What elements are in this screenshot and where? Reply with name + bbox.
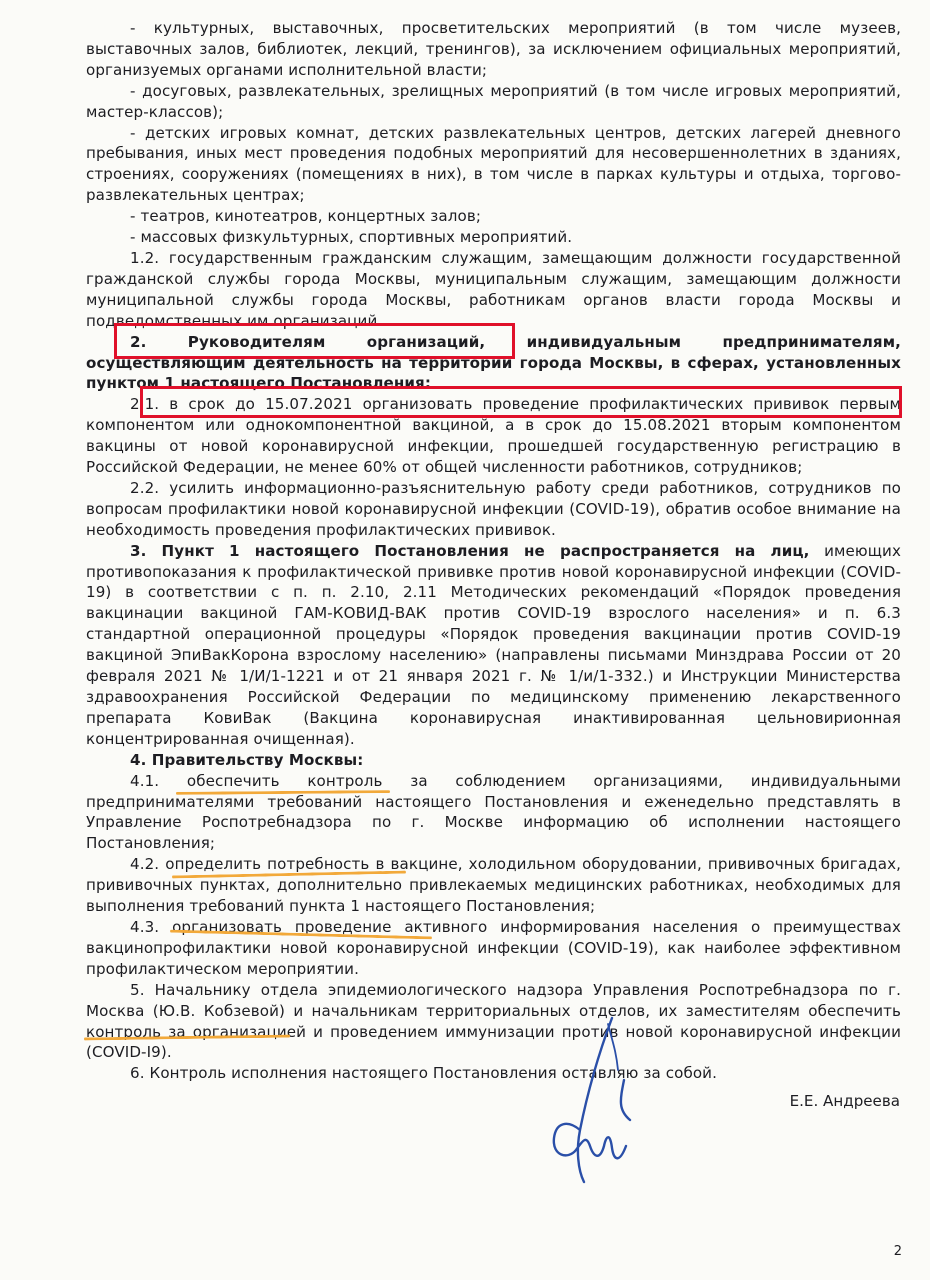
- highlight-box-2-1: [140, 386, 902, 418]
- signer-name: Е.Е. Андреева: [789, 1092, 900, 1110]
- section-2-heading: 2. Руководителям организаций, индивидуальным предпринимателям, осуществляющим деятельность на территории города Москвы, в сферах, установленных пунктом 1 настоящего Постановления:: [86, 332, 901, 393]
- paragraph-leisure-events: - досуговых, развлекательных, зрелищных мероприятий (в том числе игровых мероприятий, мастер-классов);: [86, 81, 901, 121]
- signature-image: [520, 1010, 650, 1190]
- paragraph-cultural-events: - культурных, выставочных, просветительских мероприятий (в том числе музеев, выставочных залов, библиотек, лекций, тренингов), за исключением официальных мероприятий, организуемых органами исполнительной власти;: [86, 19, 901, 79]
- paragraph-4-2: 4.2. определить потребность в вакцине, холодильном оборудовании, прививочных бригадах, прививочных пунктах, дополнительно привлекаемых медицинских работниках, необходимых для выполнения требований пункта 1 настоящего Постановления;: [86, 855, 901, 916]
- paragraph-3: [86, 541, 901, 750]
- paragraph-5: 5. Начальнику отдела эпидемиологического надзора Управления Роспотребнадзора по г. Москва (Ю.В. Кобзевой) и начальникам территориальных отделов, их заместителям обеспечить контроль за организацией и проведением иммунизации против новой коронавирусной инфекции (COVID-I9).: [86, 980, 901, 1062]
- document-body: [86, 18, 901, 1084]
- paragraph-2-1: 2.1. в срок до 15.07.2021 организовать проведение профилактических прививок первым компонентом или однокомпонентной вакциной, а в срок до 15.08.2021 вторым компонентом вакцины от новой коронавирусной инфекции, прошедшей государственную регистрацию в Российской Федерации, не менее 60% от общей численности работников, сотрудников;: [86, 395, 901, 477]
- paragraph-sports-events: - массовых физкультурных, спортивных мероприятий.: [130, 228, 573, 247]
- paragraph-3-bold: 3. Пункт 1 настоящего Постановления не распространяется на лиц,: [130, 541, 810, 560]
- paragraph-3-rest: имеющих противопоказания к профилактической прививке против новой коронавирусной инфекции (COVID-19) в соответствии с п. п. 2.10, 2.11 Методических рекомендаций «Порядок проведения вакцинации вакциной ГАМ-КОВИД-ВАК против COVID-19 взрослого населения» и п. 6.3 стандартной операционной процедуры «Порядок проведения вакцинации против COVID-19 вакциной ЭпиВакКорона взрослому населению» (направлены письмами Минздрава России от 20 февраля 2021 № 1/И/1-1221 и от 21 января 2021 г. № 1/и/1-332.) и Инструкции Министерства здравоохранения Российской Федерации по медицинскому применению лекарственного препарата КовиВак (Вакцина коронавирусная инактивированная цельновирионная концентрированная очищенная).: [86, 541, 901, 748]
- highlight-box-section-2: [114, 323, 515, 359]
- page-number: 2: [893, 1244, 902, 1259]
- paragraph-4-1: 4.1. обеспечить контроль за соблюдением организациями, индивидуальными предпринимателями требований настоящего Постановления и еженедельно представлять в Управление Роспотребнадзора по г. Москве информацию об исполнении настоящего Постановления;: [86, 771, 901, 853]
- section-4-heading: 4. Правительству Москвы:: [130, 750, 364, 769]
- paragraph-4-3: 4.3. организовать проведение активного информирования населения о преимуществах вакцинопрофилактики новой коронавирусной инфекции (COVID-19), как наиболее эффективном профилактическом мероприятии.: [86, 917, 901, 978]
- paragraph-6: 6. Контроль исполнения настоящего Постановления оставляю за собой.: [130, 1064, 717, 1083]
- paragraph-2-2: 2.2. усилить информационно-разъяснительную работу среди работников, сотрудников по вопросам профилактики новой коронавирусной инфекции (COVID-19), обратив особое внимание на необходимость проведения профилактических прививок.: [86, 478, 901, 539]
- paragraph-children-rooms: - детских игровых комнат, детских развлекательных центров, детских лагерей дневного пребывания, иных мест проведения подобных мероприятий для несовершеннолетних в зданиях, строениях, сооружениях (помещениях в них), в том числе в парках культуры и отдыха, торгово-развлекательных центрах;: [86, 123, 901, 205]
- paragraph-1-2: 1.2. государственным гражданским служащим, замещающим должности государственной гражданской службы города Москвы, муниципальным служащим, замещающим должности муниципальной службы города Москвы, работникам органов власти города Москвы и подведомственных им организаций.: [86, 248, 901, 330]
- paragraph-theaters: - театров, кинотеатров, концертных залов;: [130, 207, 482, 226]
